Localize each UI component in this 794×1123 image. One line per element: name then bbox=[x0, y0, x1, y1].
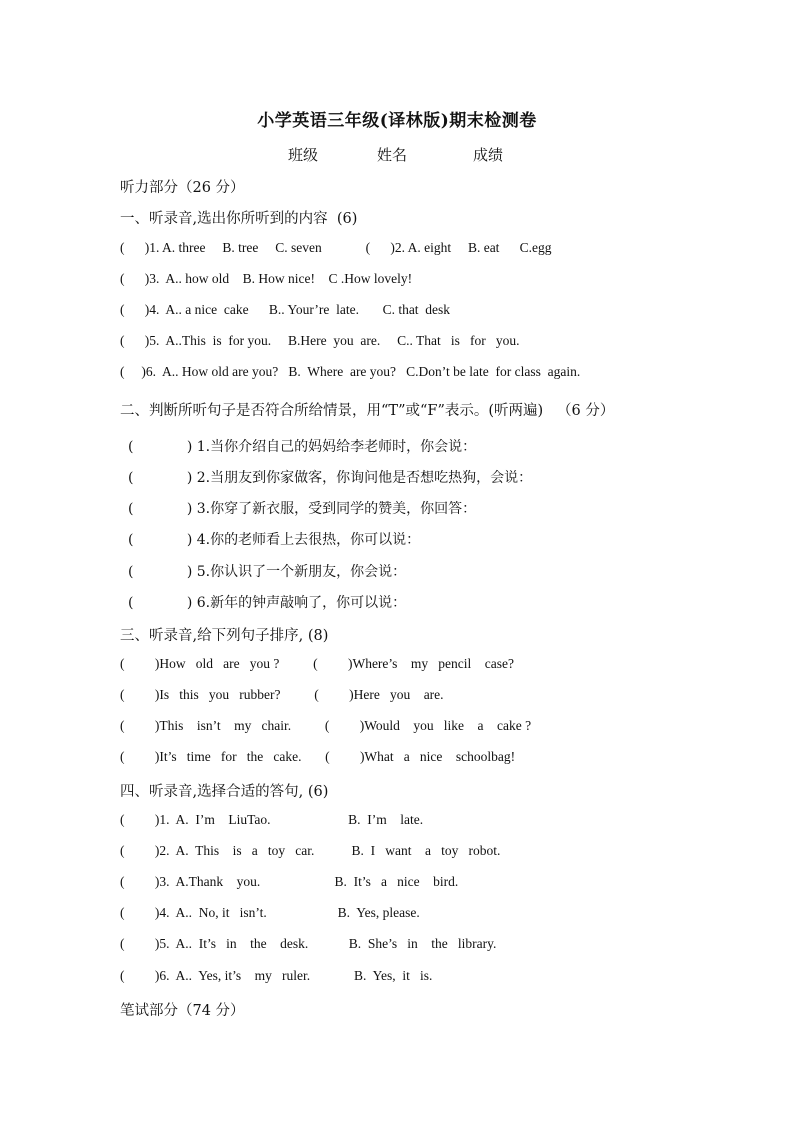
answer-line: ( )5. A.. It’s in the desk. B. She’s in the library. bbox=[120, 936, 497, 951]
page-title: 小学英语三年级(译林版)期末检测卷 bbox=[257, 111, 537, 131]
ordering-line: ( )This isn’t my chair. ( )Would you like a cake ? bbox=[120, 718, 532, 733]
ordering-line: ( )Is this you rubber? ( )Here you are. bbox=[120, 687, 444, 702]
class-label: 班级 bbox=[288, 146, 319, 164]
answer-line: ( )6. A.. Yes, it’s my ruler. B. Yes, it is. bbox=[120, 968, 433, 983]
ordering-line: ( )It’s time for the cake. ( )What a nice schoolbag! bbox=[120, 749, 516, 764]
judgment-line: ( ) 3.你穿了新衣服，受到同学的赞美，你回答： bbox=[128, 501, 477, 517]
answer-line: ( )3. A.Thank you. B. It’s a nice bird. bbox=[120, 874, 459, 889]
judgment-line: ( ) 4.你的老师看上去很热，你可以说： bbox=[128, 532, 421, 548]
score-label: 成绩 bbox=[473, 146, 504, 164]
judgment-line: ( ) 1.当你介绍自己的妈妈给李老师时，你会说： bbox=[128, 439, 477, 455]
ordering-line: ( )How old are you ? ( )Where’s my pencil case? bbox=[120, 656, 515, 671]
question-line: ( )5. A..This is for you. B.Here you are. C.. That is for you. bbox=[120, 333, 520, 348]
section-3-heading: 三、听录音,给下列句子排序, (8) bbox=[120, 628, 329, 644]
answer-line: ( )1. A. I’m LiuTao. B. I’m late. bbox=[120, 812, 424, 827]
section-1-heading: 一、听录音,选出你所听到的内容 (6) bbox=[120, 211, 358, 227]
listening-section-header: 听力部分（26 分） bbox=[120, 180, 245, 196]
answer-line: ( )2. A. This is a toy car. B. I want a toy robot. bbox=[120, 843, 501, 858]
name-label: 姓名 bbox=[377, 146, 408, 164]
question-line: ( )1. A. three B. tree C. seven ( )2. A. eight B. eat C.egg bbox=[120, 240, 552, 255]
section-2-heading: 二、判断所听句子是否符合所给情景，用“T”或“F”表示。(听两遍) （6 分） bbox=[120, 403, 615, 419]
judgment-line: ( ) 2.当朋友到你家做客，你询问他是否想吃热狗，会说： bbox=[128, 470, 533, 486]
section-4-heading: 四、听录音,选择合适的答句, (6) bbox=[120, 784, 329, 800]
judgment-line: ( ) 5.你认识了一个新朋友，你会说： bbox=[128, 564, 407, 580]
question-line: ( )4. A.. a nice cake B.. Your’re late. C. that desk bbox=[120, 302, 451, 317]
written-section-header: 笔试部分（74 分） bbox=[120, 1003, 245, 1019]
judgment-line: ( ) 6.新年的钟声敲响了，你可以说： bbox=[128, 595, 407, 611]
question-line: ( )3. A.. how old B. How nice! C .How lovely! bbox=[120, 271, 413, 286]
question-line: ( )6. A.. How old are you? B. Where are you? C.Don’t be late for class again. bbox=[120, 364, 581, 379]
answer-line: ( )4. A.. No, it isn’t. B. Yes, please. bbox=[120, 905, 420, 920]
